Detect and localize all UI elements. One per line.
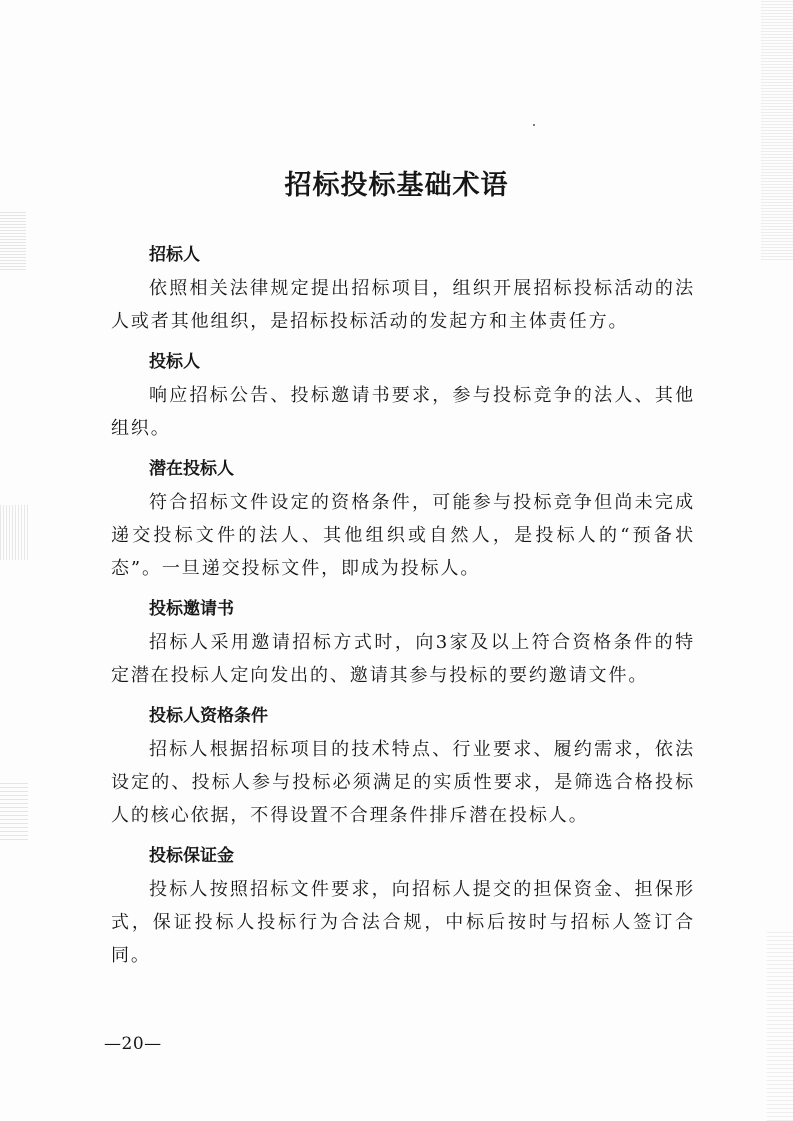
scan-noise-left-top xyxy=(0,210,26,270)
term-definition: 招标人根据招标项目的技术特点、行业要求、履约需求，依法设定的、投标人参与投标必须满足的实质性要求，是筛选合格投标人的核心依据，不得设置不合理条件排斥潜在投标人。 xyxy=(111,739,695,826)
glossary-entry-tenderer xyxy=(111,238,695,338)
term-definition: 依照相关法律规定提出招标项目，组织开展招标投标活动的法人或者其他组织，是招标投标活动的发起方和主体责任方。 xyxy=(111,278,695,332)
scan-noise-left-middle xyxy=(0,505,30,560)
term-heading: 投标人资格条件 xyxy=(149,706,268,726)
glossary-entry-bidder xyxy=(111,345,695,445)
document-title: 招标投标基础术语 xyxy=(284,170,509,201)
term-heading: 投标人 xyxy=(149,352,200,372)
glossary-entry-bid-bond xyxy=(111,839,695,972)
term-heading: 投标邀请书 xyxy=(149,599,234,619)
glossary-entry-invitation-letter xyxy=(111,592,695,692)
glossary-entry-qualification xyxy=(111,699,695,832)
scan-noise-left-bottom xyxy=(0,780,28,840)
term-definition: 招标人采用邀请招标方式时，向3家及以上符合资格条件的特定潜在投标人定向发出的、邀请其参与投标的要约邀请文件。 xyxy=(111,632,695,686)
term-definition: 投标人按照招标文件要求，向招标人提交的担保资金、担保形式，保证投标人投标行为合法合规，中标后按时与招标人签订合同。 xyxy=(111,879,695,966)
scan-speck xyxy=(533,124,535,126)
page-number: —20— xyxy=(104,1034,162,1054)
scan-noise-right-bottom xyxy=(767,930,793,1121)
scan-noise-right-top xyxy=(761,0,793,260)
glossary-entry-potential-bidder xyxy=(111,452,695,585)
term-heading: 投标保证金 xyxy=(149,846,234,866)
glossary-list xyxy=(111,238,695,979)
term-heading: 招标人 xyxy=(149,245,200,265)
term-heading: 潜在投标人 xyxy=(149,459,234,479)
term-definition: 符合招标文件设定的资格条件，可能参与投标竞争但尚未完成递交投标文件的法人、其他组织或自然人，是投标人的“预备状态”。一旦递交投标文件，即成为投标人。 xyxy=(111,492,695,579)
term-definition: 响应招标公告、投标邀请书要求，参与投标竞争的法人、其他组织。 xyxy=(111,385,695,439)
